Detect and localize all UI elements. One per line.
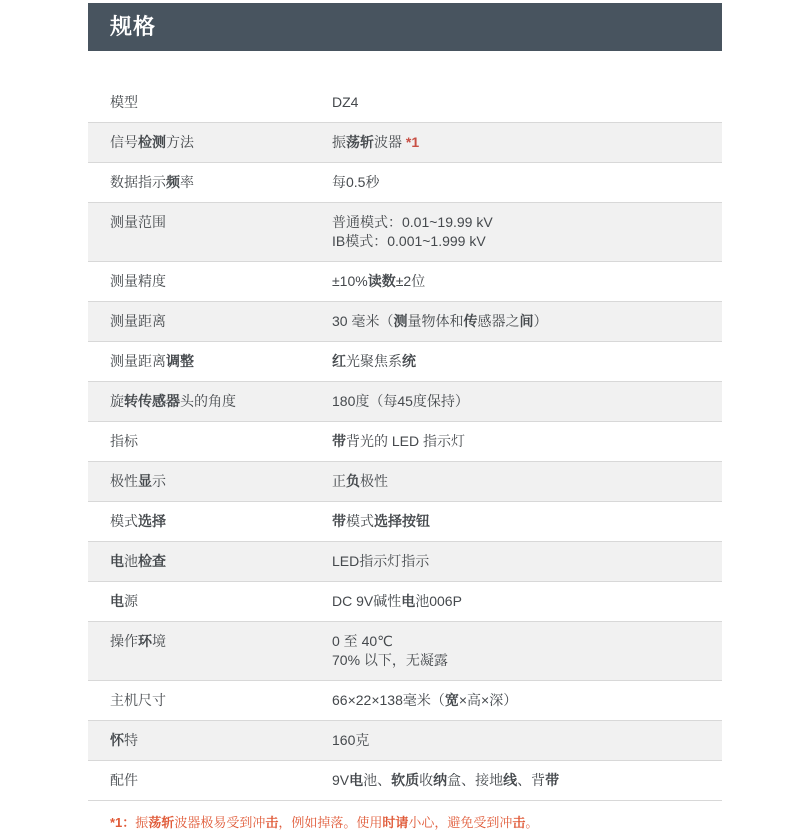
text-segment: 检测 [138,134,166,150]
text-segment: 率 [180,174,194,190]
spec-value-line [332,632,706,651]
text-segment: 配件 [110,772,138,788]
text-segment: 、背 [517,772,546,788]
spec-value [332,123,722,162]
spec-label [88,681,332,720]
spec-value-line [332,691,706,710]
spec-row-measurement-accuracy [88,261,722,301]
text-segment: 小心，避免受到冲 [408,815,513,830]
spec-row-model [88,83,722,122]
spec-value [332,342,722,381]
spec-label [88,163,332,202]
text-segment: 头的角度 [180,393,236,409]
text-segment: IB模式：0.001~1.999 kV [332,233,486,249]
text-segment: 击 [265,815,279,830]
spec-label [88,721,332,760]
text-segment: 统 [402,353,416,369]
spec-value [332,382,722,421]
spec-page [88,3,722,832]
spec-value-line [332,213,706,232]
spec-row-operating-environment [88,621,722,680]
text-segment: 每0.5秒 [332,174,380,190]
text-segment: 荡斩 [148,815,175,830]
spec-row-indicators [88,421,722,461]
text-segment: 波器极易受到冲 [174,815,266,830]
text-segment: 选择 [138,513,166,529]
text-segment: 示 [152,473,166,489]
text-segment: 纳 [433,772,448,788]
text-segment: 频 [166,174,180,190]
text-segment: 电 [349,772,364,788]
spec-value [332,83,722,122]
spec-value [332,502,722,541]
spec-value [332,422,722,461]
spec-label [88,342,332,381]
text-segment: 感器之 [477,313,520,329]
spec-value [332,262,722,301]
spec-value-line [332,512,706,531]
spec-row-measurement-distance [88,301,722,341]
spec-value [332,302,722,341]
spec-row-power-supply [88,581,722,621]
spec-label [88,582,332,621]
spec-label [88,502,332,541]
text-segment: 波器 [374,134,406,150]
text-segment: 读数 [367,273,396,289]
footnote [88,814,722,832]
text-segment: ×高×深） [458,692,518,708]
text-segment: 带 [332,433,346,449]
spec-value [332,761,722,800]
spec-value-line [332,173,706,192]
spec-value-line [332,93,706,112]
spec-value-line [332,232,706,251]
text-segment: 盒、接地 [447,772,504,788]
spec-row-accessories [88,760,722,800]
text-segment: 击 [512,815,526,830]
spec-value-line [332,352,706,371]
spec-row-data-indication-rate [88,162,722,202]
text-segment: ） [533,313,548,329]
text-segment: DZ4 [332,94,359,110]
text-segment: 怀 [110,732,124,748]
spec-row-signal-detection-method [88,122,722,162]
spec-value-line [332,552,706,571]
spec-value-line [332,272,706,291]
spec-value [332,622,722,680]
spec-value-line [332,771,706,790]
text-segment: 池 [124,553,138,569]
text-segment: 特 [124,732,138,748]
spec-label [88,761,332,800]
text-segment: 信号 [110,134,138,150]
text-segment: 电 [401,593,416,609]
text-segment: 测量范围 [110,214,166,230]
text-segment: 池、 [363,772,392,788]
spec-label [88,203,332,261]
spec-row-measurement-range [88,202,722,261]
text-segment: 带 [545,772,560,788]
text-segment: 极性 [110,473,138,489]
text-segment: 调整 [166,353,194,369]
text-segment: 180度（每45度保持） [332,393,469,409]
text-segment: 旋 [110,393,124,409]
text-segment: 模式 [110,513,138,529]
text-segment: 收 [419,772,434,788]
spec-value-line [332,312,706,331]
spec-label [88,622,332,680]
text-segment: 量物体和 [407,313,464,329]
text-segment: 负 [346,473,360,489]
text-segment: 70% 以下，无凝露 [332,652,448,668]
spec-row-main-unit-dimensions [88,680,722,720]
text-segment: 主机尺寸 [110,692,166,708]
spec-value [332,163,722,202]
spec-label [88,422,332,461]
text-segment: 方法 [166,134,194,150]
text-segment: DC 9V碱性 [332,593,402,609]
spec-label [88,462,332,501]
text-segment: 数据指示 [110,174,166,190]
text-segment: 时请 [382,815,409,830]
spec-label [88,382,332,421]
text-segment: 30 毫米（ [332,313,394,329]
text-segment: 境 [152,633,166,649]
spec-value-line [332,731,706,750]
text-segment: 普通模式：0.01~19.99 kV [332,214,493,230]
spec-value [332,203,722,261]
text-segment: 测量精度 [110,273,166,289]
page-title: 规格 [88,3,722,51]
text-segment: 带 [332,513,346,529]
spec-value-line [332,592,706,611]
text-segment: 选择按钮 [374,513,430,529]
text-segment: 软质 [391,772,420,788]
text-segment: *1： [110,815,136,830]
spec-value [332,542,722,581]
text-segment: 荡斩 [346,134,374,150]
text-segment: 红 [332,353,346,369]
text-segment: 0 至 40℃ [332,633,393,649]
text-segment: 源 [124,593,138,609]
spec-row-weight [88,720,722,760]
footnote-ref: *1 [405,134,420,150]
text-segment: 间 [519,313,534,329]
spec-label [88,262,332,301]
spec-row-measurement-distance-adjustment [88,341,722,381]
text-segment: 极性 [360,473,388,489]
text-segment: 模型 [110,94,138,110]
spec-label [88,83,332,122]
text-segment: 。 [525,815,539,830]
text-segment: 振 [135,815,149,830]
spec-label [88,302,332,341]
spec-label [88,542,332,581]
text-segment: 66×22×138毫米（ [332,692,445,708]
text-segment: 电 [110,593,124,609]
text-segment: ±10% [332,273,368,289]
spec-row-polarity-display [88,461,722,501]
text-segment: 9V [332,772,350,788]
text-segment: 光聚焦系 [346,353,402,369]
text-segment: 转传感器 [124,393,180,409]
spec-row-mode-selection [88,501,722,541]
text-segment: 模式 [346,513,374,529]
spec-value [332,721,722,760]
spec-value-line [332,472,706,491]
text-segment: ，例如掉落。使用 [278,815,383,830]
text-segment: 传 [463,313,478,329]
text-segment: 背光的 LED 指示灯 [346,433,466,449]
text-segment: 显 [138,473,152,489]
spec-value [332,681,722,720]
text-segment: 操作 [110,633,138,649]
spec-value [332,582,722,621]
spec-row-battery-check [88,541,722,581]
spec-value-line [332,392,706,411]
spec-value-line [332,133,706,152]
spec-row-sensor-head-rotation-angle [88,381,722,421]
text-segment: 正 [332,473,346,489]
spec-label [88,123,332,162]
text-segment: 振 [332,134,346,150]
text-segment: 测量距离 [110,353,166,369]
text-segment: LED指示灯指示 [332,553,430,569]
text-segment: 线 [503,772,518,788]
text-segment: 电 [110,553,124,569]
text-segment: ±2位 [395,273,426,289]
text-segment: 测 [393,313,408,329]
text-segment: 检查 [138,553,166,569]
spec-table [88,83,722,801]
spec-value-line [332,651,706,670]
text-segment: 环 [138,633,152,649]
text-segment: 测量距离 [110,313,166,329]
text-segment: 160克 [332,732,370,748]
spec-value [332,462,722,501]
spec-value-line [332,432,706,451]
text-segment: 池006P [415,593,462,609]
text-segment: 宽 [444,692,459,708]
text-segment: 指标 [110,433,138,449]
